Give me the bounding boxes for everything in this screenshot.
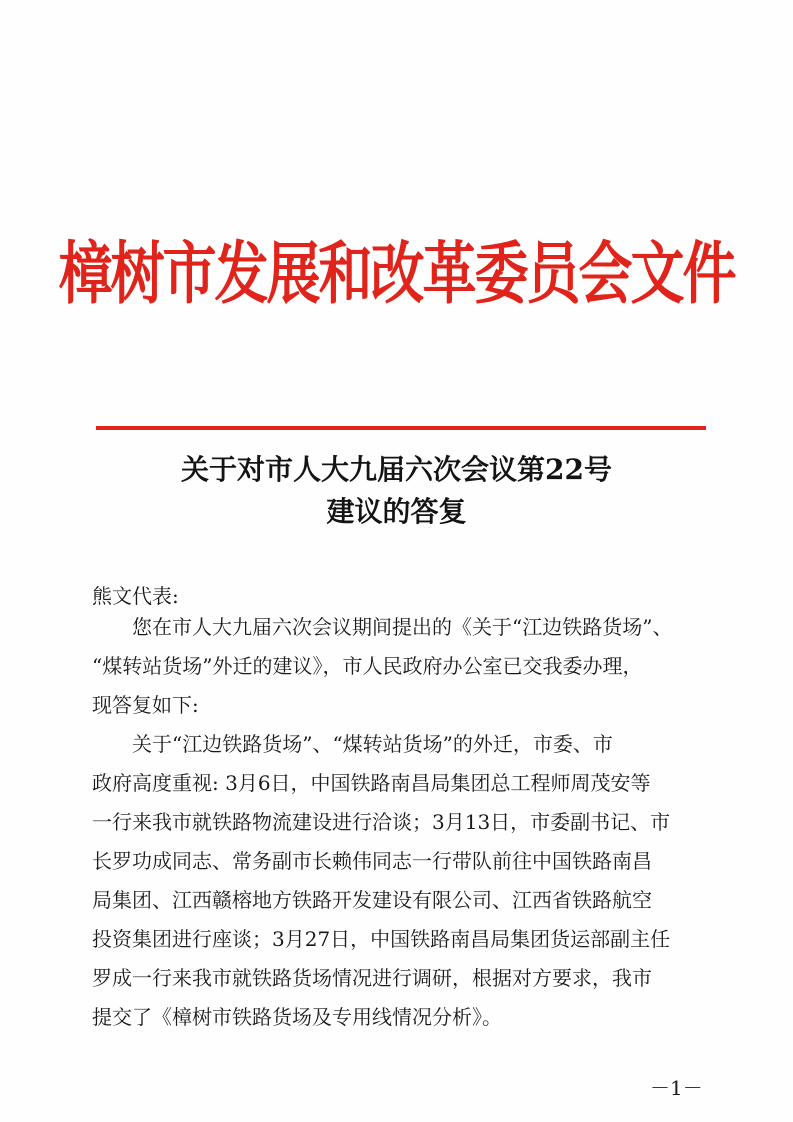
paragraph-line: 投资集团进行座谈；3月27日，中国铁路南昌局集团货运部副主任 (92, 927, 671, 951)
document-title-line-2: 建议的答复 (326, 495, 467, 528)
paragraph-line: 罗成一行来我市就铁路货场情况进行调研，根据对方要求，我市 (92, 966, 652, 990)
page-number: －1－ (650, 1076, 703, 1100)
paragraph-line: 您在市人大九届六次会议期间提出的《关于“江边铁路货场”、 (92, 615, 673, 639)
paragraph-line: 现答复如下: (92, 693, 199, 717)
paragraph-line: 局集团、江西赣榕地方铁路开发建设有限公司、江西省铁路航空 (92, 888, 652, 912)
body-paragraph-1 (92, 608, 704, 725)
paragraph-line: 提交了《樟树市铁路货场及专用线情况分析》。 (92, 1005, 502, 1029)
paragraph-line: 关于“江边铁路货场”、“煤转站货场”的外迁，市委、市 (92, 732, 613, 756)
body-paragraph-2 (92, 725, 704, 1037)
paragraph-line: 政府高度重视: 3月6日，中国铁路南昌局集团总工程师周茂安等 (92, 771, 651, 795)
paragraph-line: 一行来我市就铁路物流建设进行洽谈；3月13日，市委副书记、市 (92, 810, 671, 834)
red-divider-line (96, 426, 706, 430)
document-masthead: 樟树市发展和改革委员会文件 (58, 234, 735, 313)
salutation: 熊文代表: (92, 584, 179, 608)
paragraph-line: “煤转站货场”外迁的建议》，市人民政府办公室已交我委办理， (92, 654, 643, 678)
document-title-line-1: 关于对市人大九届六次会议第22号 (181, 453, 612, 486)
paragraph-line: 长罗功成同志、常务副市长赖伟同志一行带队前往中国铁路南昌 (92, 849, 652, 873)
